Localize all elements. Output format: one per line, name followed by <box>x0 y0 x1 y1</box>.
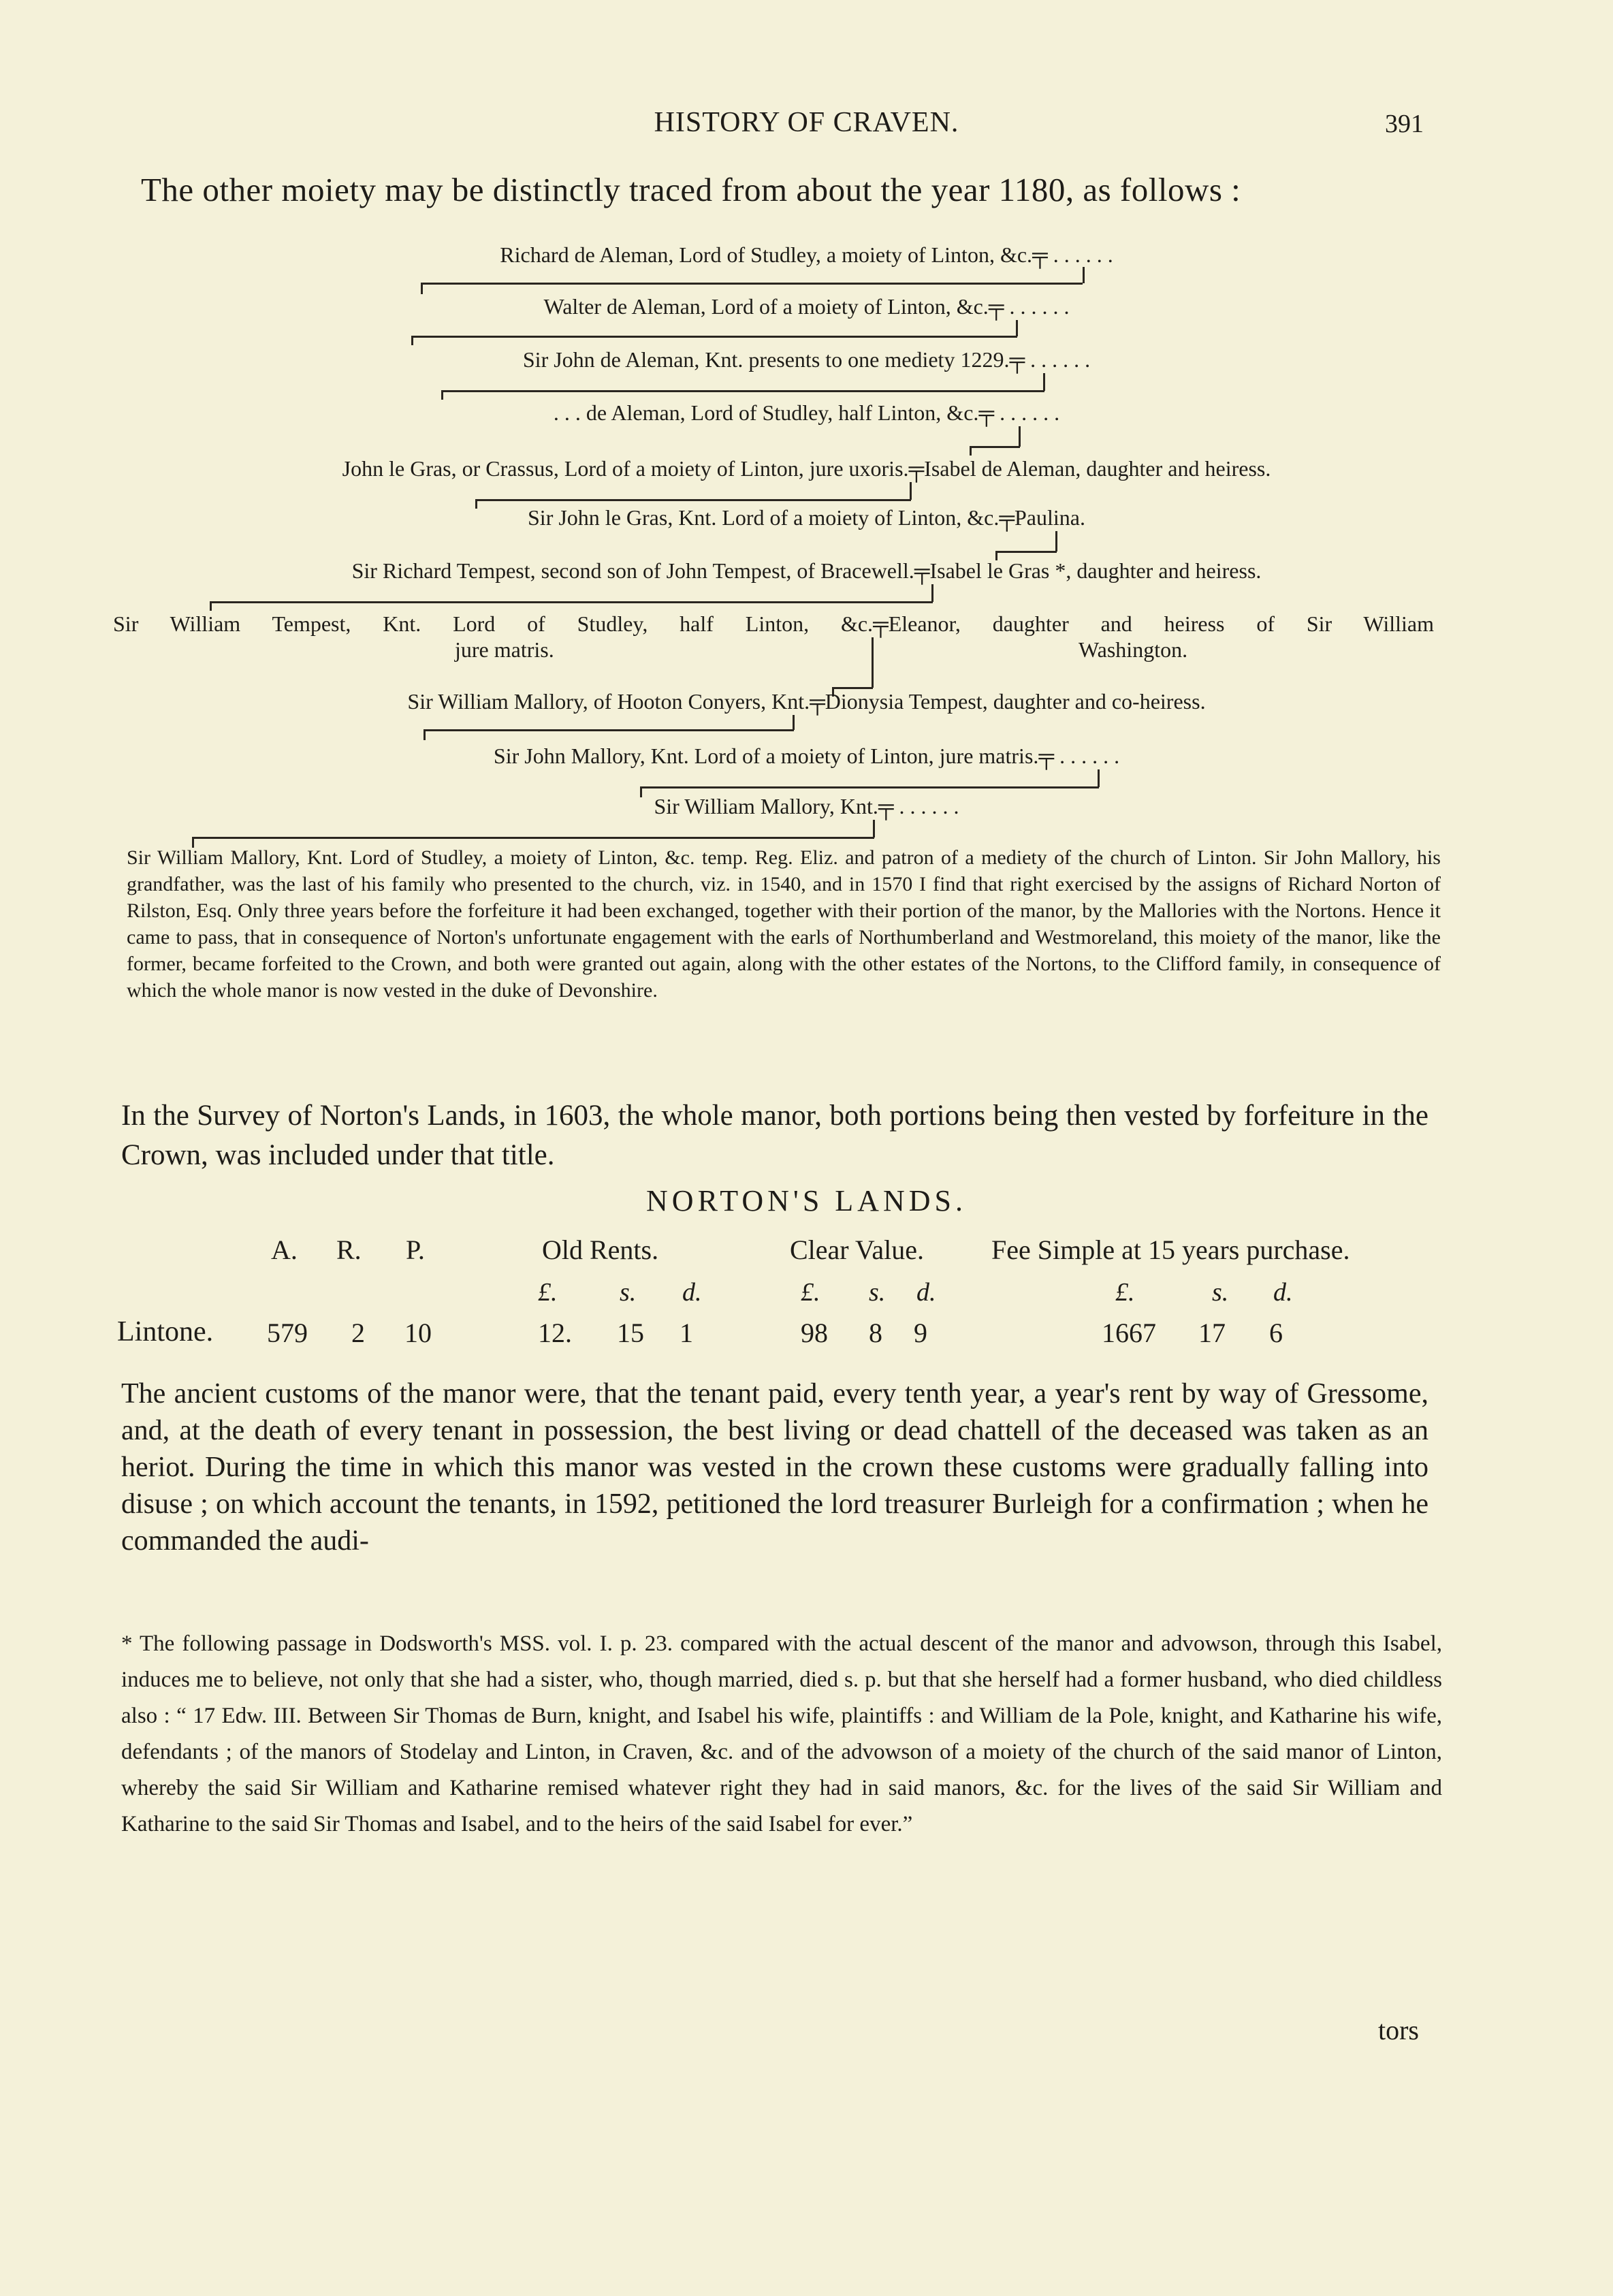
footnote: * The following passage in Dodsworth's MSS. vol. I. p. 23. compared with the actual descent of the manor and advowson, through this Isabel, induces me to believe, not only that she had a sister, who, though married, died s. p. but that she herself had a former husband, who died childless also : “ 17 Edw. III. Between Sir Thomas de Burn, knight, and Isabel his wife, plaintiffs : and William de la Pole, knight, and Katharine his wife, defendants ; of the manors of Stodelay and Linton, in Craven, &c. and of the advowson of a moiety of the church of the said manor of Linton, whereby the said Sir William and Katharine remised whatever right they had in said manors, &c. for the lives of the said Sir William and Katharine to the said Sir Thomas and Isabel, and to the heirs of the said Isabel for ever.” <box>121 1631 1442 1836</box>
clear-value-pence: 9 <box>914 1318 927 1348</box>
pedigree-connector <box>192 837 874 839</box>
pedigree-connector <box>421 283 1083 285</box>
survey-paragraph: In the Survey of Norton's Lands, in 1603, the whole manor, both portions being then vested by forfeiture in the Crown, was included under that title. <box>121 1100 1428 1171</box>
pedigree-connector <box>910 482 912 500</box>
pedigree-connector <box>1016 320 1018 336</box>
pedigree-connector <box>640 786 1099 788</box>
page-number: 391 <box>1385 110 1424 138</box>
pedigree-connector <box>873 820 875 838</box>
pedigree-connector <box>475 499 911 501</box>
pedigree-connector <box>1043 373 1045 391</box>
pedigree-connector <box>1055 531 1057 552</box>
fee-simple-pence: 6 <box>1269 1318 1283 1348</box>
fee-simple-shillings: 17 <box>1198 1318 1226 1348</box>
unit-pounds: £. <box>801 1278 820 1307</box>
pedigree-connector <box>1019 426 1021 447</box>
unit-shillings: s. <box>1212 1278 1229 1307</box>
unit-shillings: s. <box>869 1278 886 1307</box>
pedigree-gen-11: Sir William Mallory, Knt.╤ . . . . . . <box>654 794 959 818</box>
pedigree-connector <box>210 601 212 611</box>
pedigree-connector <box>1083 267 1085 283</box>
pedigree-connector <box>424 729 426 740</box>
perches-value: 10 <box>404 1318 432 1348</box>
pedigree-connector <box>441 390 1044 392</box>
col-head-old-rents: Old Rents. <box>542 1234 659 1265</box>
col-head-roods: R. <box>336 1234 362 1265</box>
pedigree-gen-8-note: jure matris. <box>455 637 554 662</box>
old-rents-pence: 1 <box>680 1318 693 1348</box>
pedigree-gen-6: Sir John le Gras, Knt. Lord of a moiety of Linton, &c.╤Paulina. <box>528 505 1085 530</box>
pedigree-connector <box>793 715 795 730</box>
pedigree-connector <box>995 551 1057 553</box>
pedigree-gen-12: Sir William Mallory, Knt. Lord of Studley, a moiety of Linton, &c. temp. Reg. Eliz. and patron of a mediety of the church of Linton. Sir John Mallory, his grandfather, was the last of his family who presented to the church, viz. in 1540, and in 1570 I find that right exercised by the assigns of Richard Norton of Rilston, Esq. Only three years before the forfeiture it had been exchanged, together with their portion of the manor, by the Mallories with the Nortons. Hence it came to pass, that in consequence of Norton's unfortunate engagement with the earls of Northumberland and Westmoreland, this moiety of the manor, like the former, became forfeited to the Crown, and both were granted out again, along with the other estates of the Nortons, to the Clifford family, in consequence of which the whole manor is now vested in the duke of Devonshire. <box>127 846 1441 1002</box>
pedigree-connector <box>411 336 1017 338</box>
unit-pounds: £. <box>1115 1278 1135 1307</box>
pedigree-gen-5: John le Gras, or Crassus, Lord of a moiety of Linton, jure uxoris.╤Isabel de Aleman, daughter and heiress. <box>342 456 1271 481</box>
pedigree-connector <box>970 446 972 456</box>
pedigree-connector <box>1098 769 1100 787</box>
pedigree-connector <box>411 336 413 345</box>
pedigree-gen-10: Sir John Mallory, Knt. Lord of a moiety of Linton, jure matris.╤ . . . . . . <box>493 744 1120 768</box>
unit-pence: d. <box>1273 1278 1293 1307</box>
table-title: NORTON'S LANDS. <box>646 1184 967 1217</box>
catchword: tors <box>1378 2015 1419 2045</box>
clear-value-shillings: 8 <box>869 1318 882 1348</box>
pedigree-gen-8-wife-note: Washington. <box>1079 637 1188 662</box>
col-head-perches: P. <box>406 1234 425 1265</box>
pedigree-gen-8: Sir William Tempest, Knt. Lord of Studley, half Linton, &c.╤Eleanor, daughter and heiress of Sir William <box>113 611 1434 636</box>
pedigree-connector <box>931 584 933 602</box>
pedigree-gen-3: Sir John de Aleman, Knt. presents to one mediety 1229.╤ . . . . . . <box>522 347 1091 372</box>
pedigree-connector <box>872 637 874 688</box>
pedigree-gen-2: Walter de Aleman, Lord of a moiety of Linton, &c.╤ . . . . . . <box>543 294 1070 319</box>
old-rents-shillings: 15 <box>617 1318 644 1348</box>
old-rents-pounds: 12. <box>538 1318 572 1348</box>
pedigree-connector <box>970 446 1020 448</box>
col-head-acres: A. <box>271 1234 298 1265</box>
pedigree-gen-7: Sir Richard Tempest, second son of John Tempest, of Bracewell.╤Isabel le Gras *, daughter and heiress. <box>351 558 1262 583</box>
unit-pence: d. <box>682 1278 702 1307</box>
pedigree-connector <box>424 729 794 731</box>
acres-value: 579 <box>267 1318 308 1348</box>
clear-value-pounds: 98 <box>801 1318 828 1348</box>
customs-paragraph: The ancient customs of the manor were, that the tenant paid, every tenth year, a year's rent by way of Gressome, and, at the death of every tenant in possession, the best living or dead chattell of the deceased was taken as an heriot. During the time in which this manor was vested in the crown these customs were gradually falling into disuse ; on which account the tenants, in 1592, petitioned the lord treasurer Burleigh for a confirmation ; when he commanded the audi- <box>121 1378 1428 1557</box>
roods-value: 2 <box>351 1318 365 1348</box>
col-head-fee-simple: Fee Simple at 15 years purchase. <box>991 1234 1350 1265</box>
intro-sentence: The other moiety may be distinctly traced from about the year 1180, as follows : <box>141 171 1241 208</box>
pedigree-gen-4: . . . de Aleman, Lord of Studley, half Linton, &c.╤ . . . . . . <box>553 400 1060 425</box>
fee-simple-pounds: 1667 <box>1102 1318 1156 1348</box>
row-label: Lintone. <box>117 1316 214 1348</box>
pedigree-gen-1: Richard de Aleman, Lord of Studley, a moiety of Linton, &c.╤ . . . . . . <box>500 242 1113 267</box>
unit-pounds: £. <box>538 1278 558 1307</box>
unit-shillings: s. <box>620 1278 637 1307</box>
pedigree-connector <box>210 601 933 603</box>
running-title: HISTORY OF CRAVEN. <box>654 107 959 138</box>
unit-pence: d. <box>916 1278 936 1307</box>
pedigree-gen-9: Sir William Mallory, of Hooton Conyers, Knt.╤Dionysia Tempest, daughter and co-heiress. <box>407 689 1206 714</box>
col-head-clear-value: Clear Value. <box>790 1234 924 1265</box>
pedigree-connector <box>441 390 443 400</box>
